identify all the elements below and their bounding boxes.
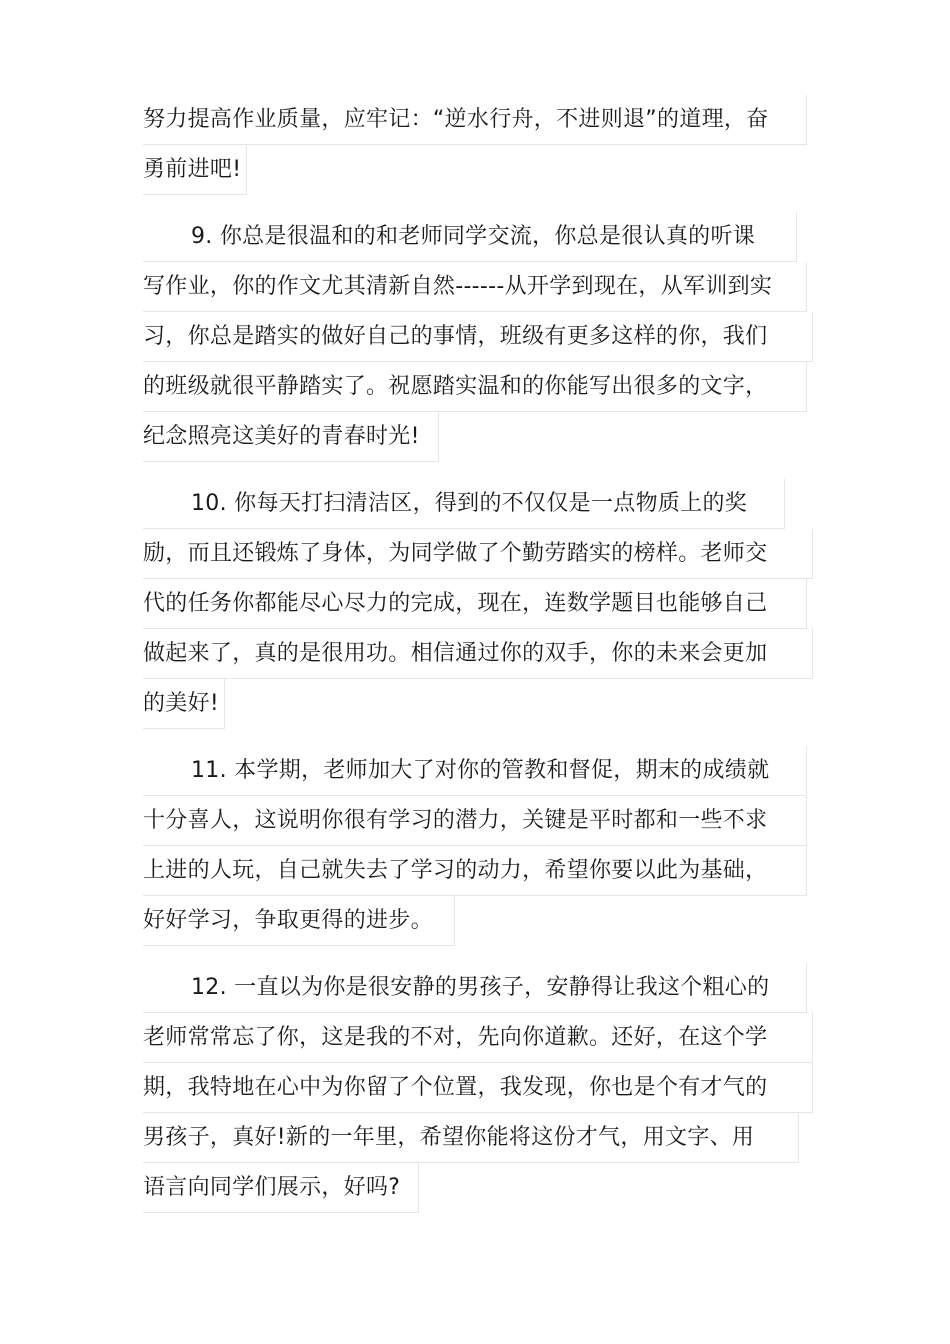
paragraph-9 [143,212,813,462]
text-line: 努力提高作业质量，应牢记：“逆水行舟，不进则退”的道理，奋 [143,95,807,145]
text-line: 纪念照亮这美好的青春时光! [143,412,439,462]
text-line: 的班级就很平静踏实了。祝愿踏实温和的你能写出很多的文字， [143,362,807,412]
text-line: 写作业，你的作文尤其清新自然------从开学到现在，从军训到实 [143,262,807,312]
text-line: 老师常常忘了你，这是我的不对，先向你道歉。还好，在这个学 [143,1013,813,1063]
text-line: 做起来了，真的是很用功。相信通过你的双手，你的未来会更加 [143,629,813,679]
text-line: 语言向同学们展示，好吗? [143,1163,419,1213]
paragraph-continuation [143,95,813,195]
text-line: 的美好! [143,679,225,729]
text-line: 10. 你每天打扫清洁区，得到的不仅仅是一点物质上的奖 [143,479,785,529]
paragraph-10 [143,479,813,729]
text-line: 11. 本学期，老师加大了对你的管教和督促，期末的成绩就 [143,746,807,796]
text-line: 好好学习，争取更得的进步。 [143,896,455,946]
text-line: 期，我特地在心中为你留了个位置，我发现，你也是个有才气的 [143,1063,813,1113]
paragraph-12 [143,963,813,1213]
text-line: 9. 你总是很温和的和老师同学交流，你总是很认真的听课 [143,212,797,262]
paragraph-11 [143,746,813,946]
text-line: 代的任务你都能尽心尽力的完成，现在，连数学题目也能够自己 [143,579,807,629]
text-line: 上进的人玩，自己就失去了学习的动力，希望你要以此为基础， [143,846,807,896]
text-line: 励，而且还锻炼了身体，为同学做了个勤劳踏实的榜样。老师交 [143,529,813,579]
text-line: 男孩子，真好!新的一年里，希望你能将这份才气，用文字、用 [143,1113,799,1163]
text-line: 12. 一直以为你是很安静的男孩子，安静得让我这个粗心的 [143,963,807,1013]
text-line: 十分喜人，这说明你很有学习的潜力，关键是平时都和一些不求 [143,796,807,846]
text-line: 勇前进吧! [143,145,247,195]
text-line: 习，你总是踏实的做好自己的事情，班级有更多这样的你，我们 [143,312,813,362]
